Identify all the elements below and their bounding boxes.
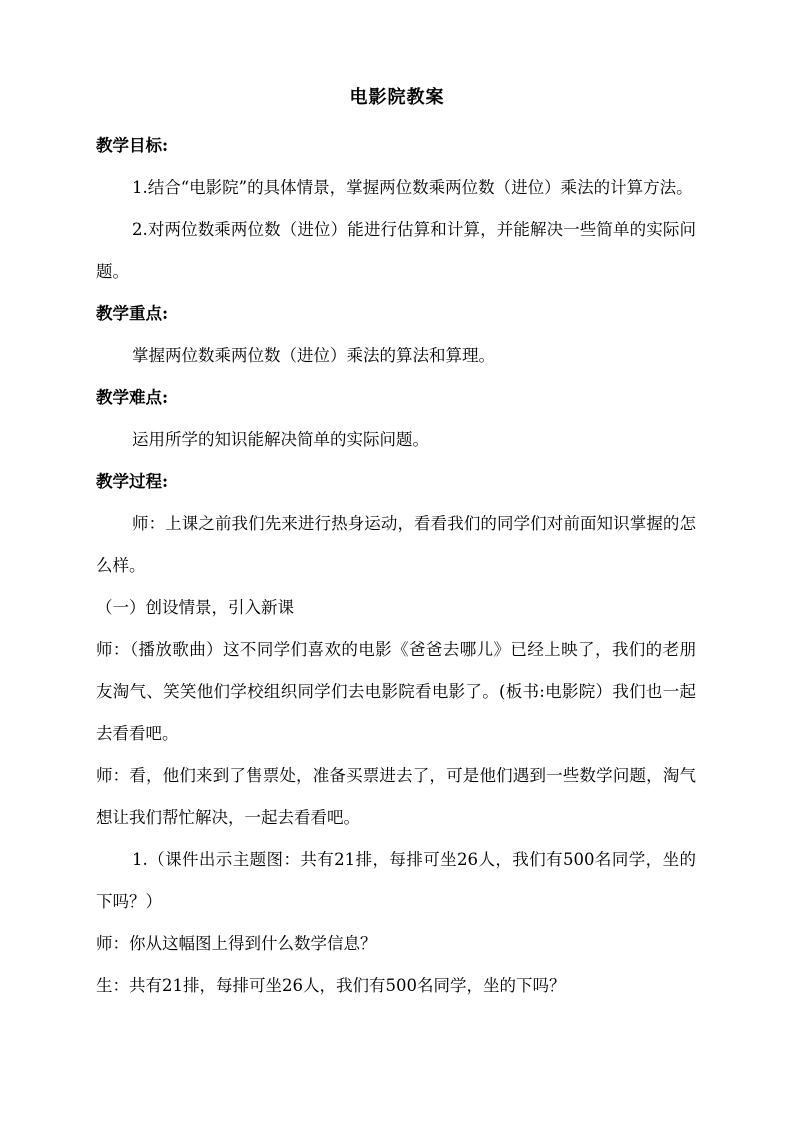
difficulty: 运用所学的知识能解决简单的实际问题。 [132, 430, 429, 449]
key-point: 掌握两位数乘两位数（进位）乘法的算法和算理。 [132, 346, 495, 365]
courseware-item-1: 1.（课件出示主题图：共有21排，每排可坐26人，我们有500名同学，坐的下吗？） [96, 850, 696, 911]
document-title: 电影院教案 [349, 87, 445, 108]
process-intro: 师：上课之前我们先来进行热身运动，看看我们的同学们对前面知识掌握的怎么样。 [96, 514, 696, 575]
teacher-line-1: 师：（播放歌曲）这不同学们喜欢的电影《爸爸去哪儿》已经上映了，我们的老朋友淘气、笑笑他们学校组织同学们去电影院看电影了。(板书:电影院）我们也一起去看看吧。 [96, 640, 696, 743]
section-one-heading: （一）创设情景，引入新课 [96, 598, 294, 617]
student-answer: 生：共有21排，每排可坐26人，我们有500名同学，坐的下吗？ [96, 976, 566, 995]
teacher-line-2: 师：看，他们来到了售票处，准备买票进去了，可是他们遇到一些数学问题，淘气想让我们帮忙解决，一起去看看吧。 [96, 766, 696, 827]
heading-key-points: 教学重点: [96, 304, 169, 323]
heading-process: 教学过程: [96, 472, 169, 491]
document-body [96, 125, 696, 1007]
objective-2: 2.对两位数乘两位数（进位）能进行估算和计算，并能解决一些简单的实际问题。 [96, 220, 696, 281]
objective-1: 1.结合“电影院”的具体情景，掌握两位数乘两位数（进位）乘法的计算方法。 [132, 178, 693, 197]
heading-difficulties: 教学难点: [96, 388, 169, 407]
heading-objectives: 教学目标: [96, 136, 169, 155]
teacher-question: 师：你从这幅图上得到什么数学信息？ [96, 934, 377, 953]
